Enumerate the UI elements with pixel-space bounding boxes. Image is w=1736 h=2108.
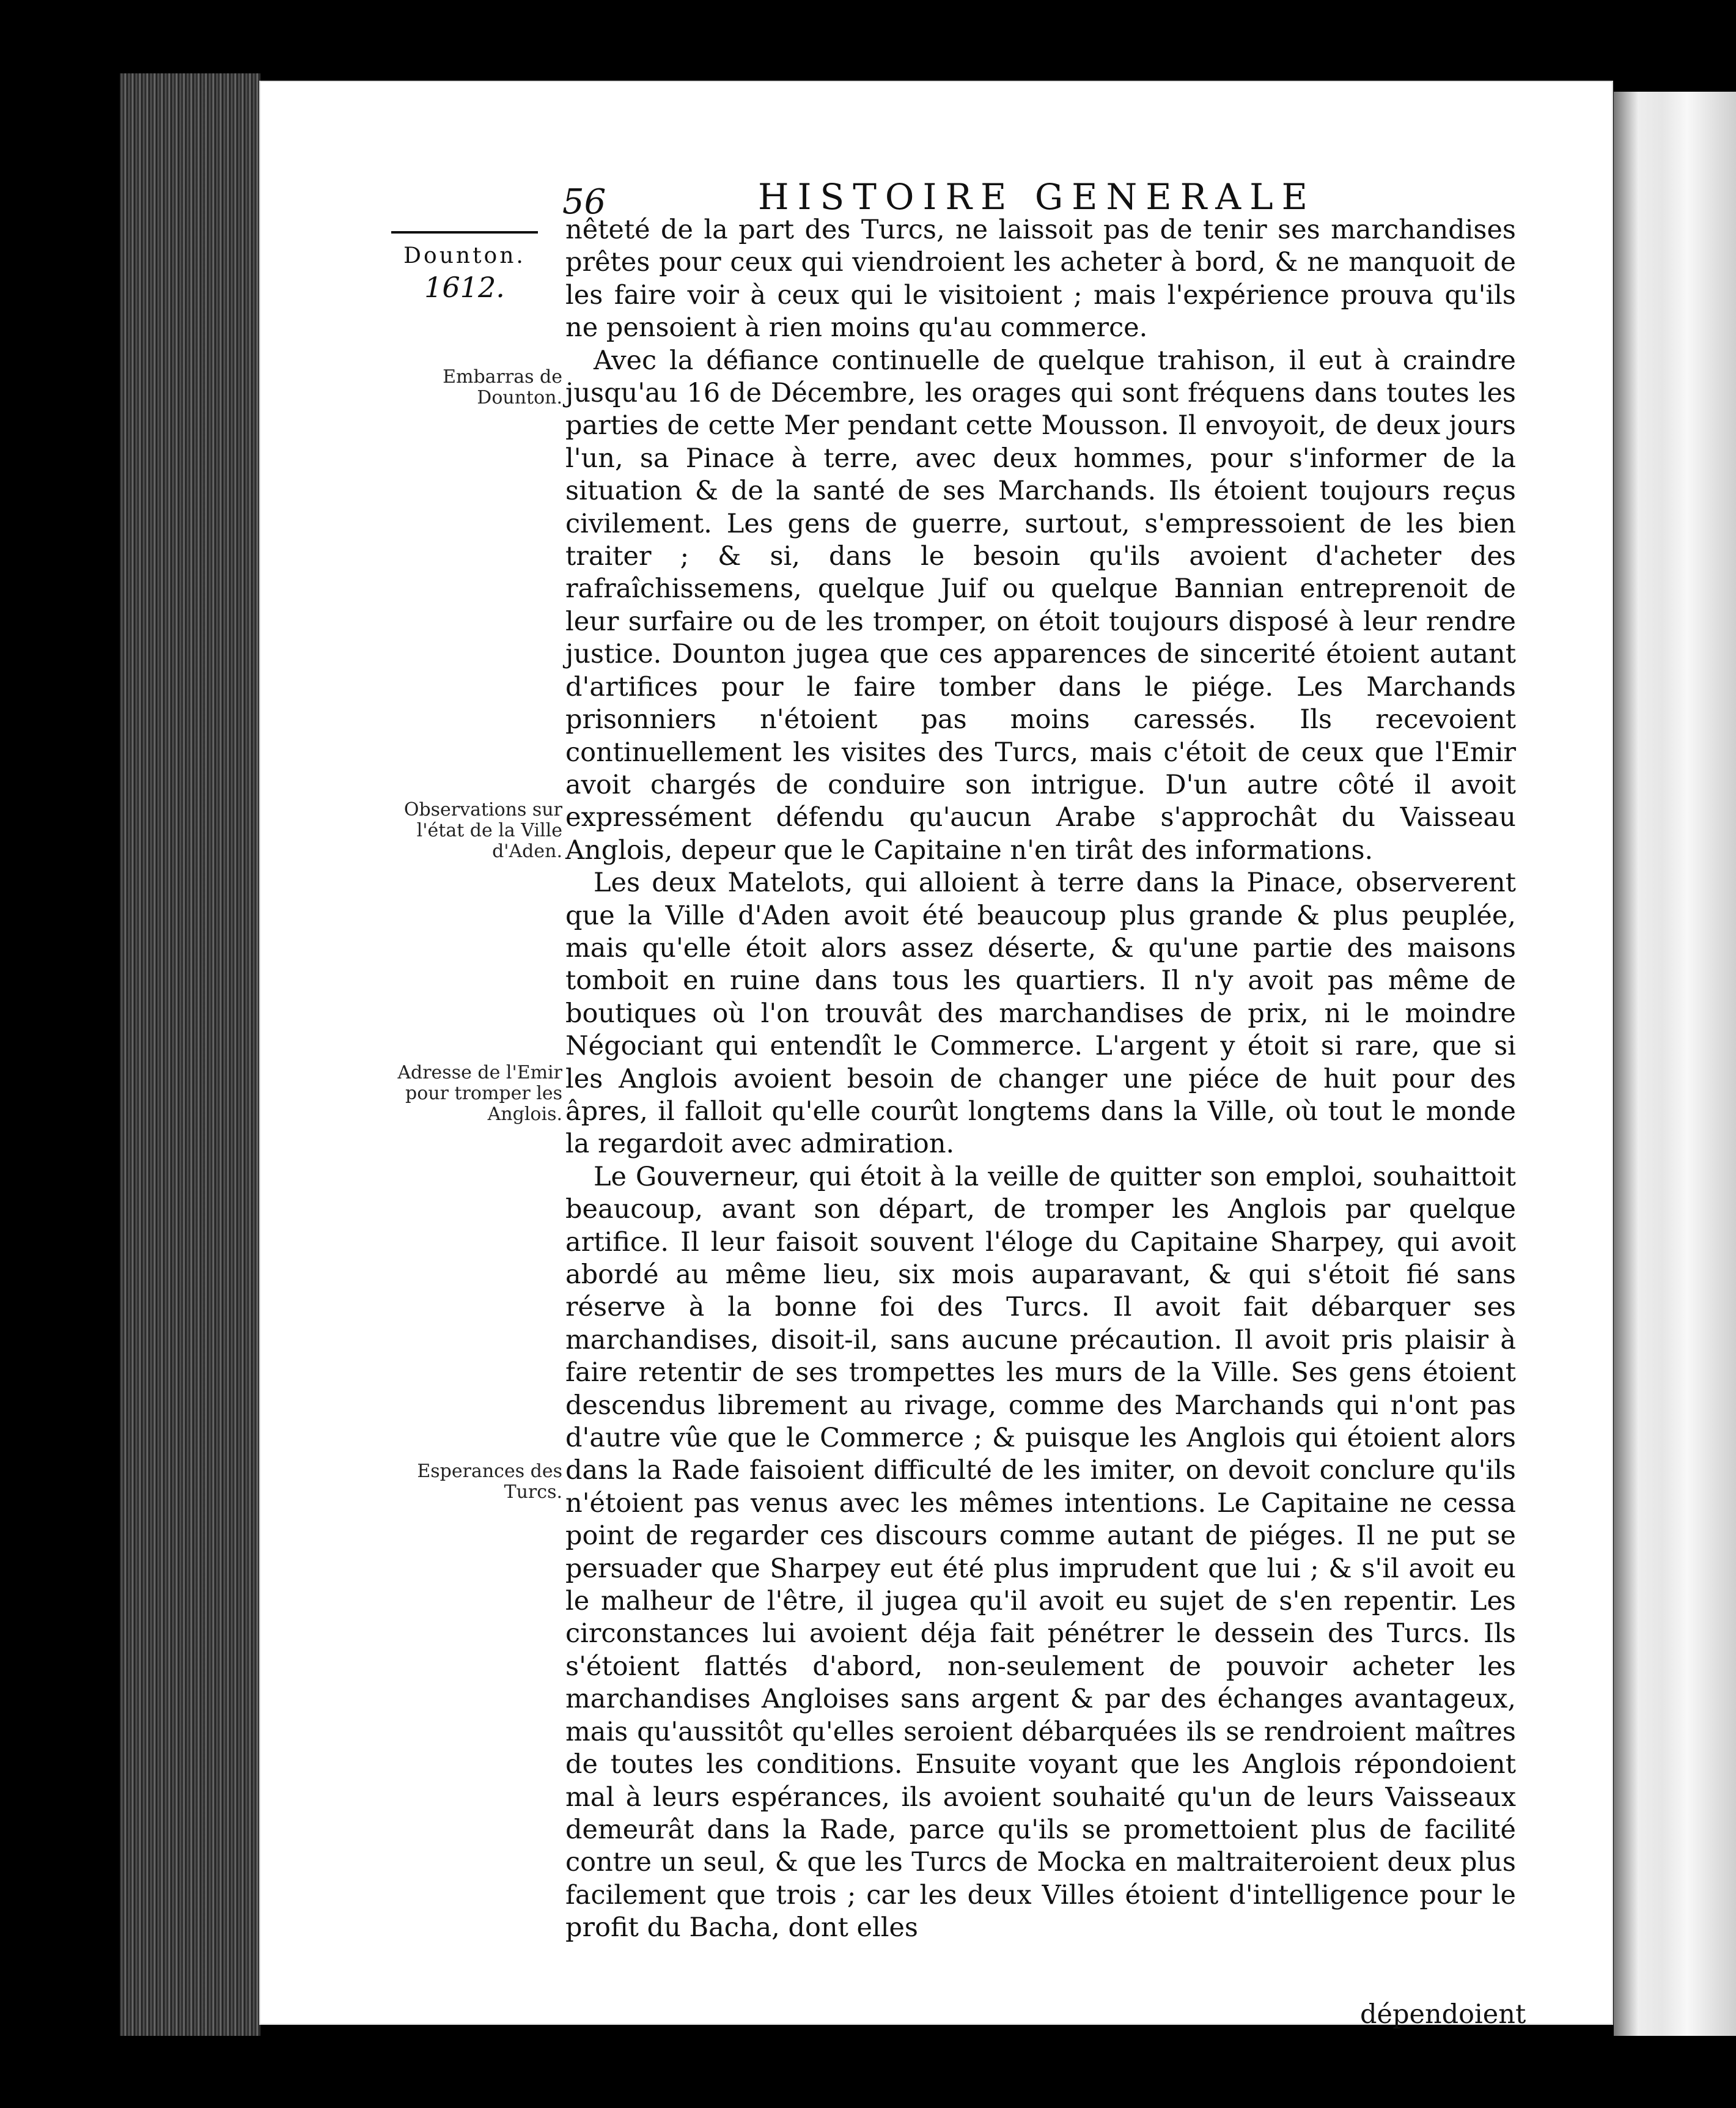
running-head-rule xyxy=(391,231,538,234)
paragraph: nêteté de la part des Turcs, ne laissoit pas de tenir ses marchandises prêtes pour ceux qui viendroient les acheter à bord, & ne manquoit de les faire voir à ceux qui le visitoient ; mais l'expérience prouva qu'ils ne pensoient à rien moins qu'au commerce. xyxy=(565,215,1516,344)
page-block-edge xyxy=(120,73,260,2036)
gutter-shadow xyxy=(1614,92,1638,2036)
paragraph: Avec la défiance continuelle de quelque trahison, il eut à craindre jusqu'au 16 de Décembre, les orages qui sont fréquens dans toutes les parties de cette Mer pendant cette Mousson. Il envoyoit, de deux jours l'un, sa Pinace à terre, avec deux hommes, pour s'informer de la situation & de la santé de ses Marchands. Ils étoient toujours reçus civilement. Les gens de guerre, surtout, s'empressoient de les bien traiter ; & si, dans le besoin qu'ils avoient d'acheter des rafraîchissemens, quelque Juif ou quelque Bannian entreprenoit de leur surfaire ou de les tromper, on étoit toujours disposé à leur rendre justice. Dounton jugea que ces apparences de sincerité étoient autant d'artifices pour le faire tomber dans le piége. Les Marchands prisonniers n'étoient pas moins caressés. Ils recevoient continuellement les visites des Turcs, mais c'étoit de ceux que l'Emir avoit chargés de conduire son intrigue. D'un autre côté il avoit expressément défendu qu'aucun Arabe s'approchât du Vaisseau Anglois, depeur que le Capitaine n'en tirât des informations. xyxy=(565,345,1516,866)
catchword: dépendoient xyxy=(1360,1999,1526,2030)
running-head-year: 1612. xyxy=(424,271,505,304)
page-number: 56 xyxy=(562,182,606,222)
margin-running-head xyxy=(391,231,538,304)
paragraph: Les deux Matelots, qui alloient à terre dans la Pinace, observerent que la Ville d'Aden avoit été beaucoup plus grande & plus peuplée, mais qu'elle étoit alors assez déserte, & qu'une partie des maisons tomboit en ruine dans tous les quartiers. Il n'y avoit pas même de boutiques où l'on trouvât des marchandises de prix, ni le moindre Négociant qui entendît le Commerce. L'argent y étoit si rare, que si les Anglois avoient besoin de changer une piéce de huit pour des âpres, il falloit qu'elle courût longtems dans la Ville, où tout le monde la regardoit avec admiration. xyxy=(565,868,1516,1160)
main-text xyxy=(565,214,1516,1945)
margin-note: Embarras de Dounton. xyxy=(443,366,562,408)
margin-note: Esperances des Turcs. xyxy=(417,1461,562,1503)
margin-note: Adresse de l'Emir pour tromper les Anglois. xyxy=(397,1062,562,1125)
running-title: HISTOIRE GENERALE xyxy=(758,176,1316,218)
running-head-name: Dounton. xyxy=(403,243,526,268)
margin-note: Observations sur l'état de la Ville d'Aden. xyxy=(403,799,562,862)
paragraph: Le Gouverneur, qui étoit à la veille de quitter son emploi, souhaittoit beaucoup, avant son départ, de tromper les Anglois par quelque artifice. Il leur faisoit souvent l'éloge du Capitaine Sharpey, qui avoit abordé au même lieu, six mois auparavant, & qui s'étoit fié sans réserve à la bonne foi des Turcs. Il avoit fait débarquer ses marchandises, disoit-il, sans aucune précaution. Il avoit pris plaisir à faire retentir de ses trompettes les murs de la Ville. Ses gens étoient descendus librement au rivage, comme des Marchands qui n'ont pas d'autre vûe que le Commerce ; & puisque les Anglois qui étoient alors dans la Rade faisoient difficulté de les imiter, on devoit conclure qu'ils n'étoient pas venus avec les mêmes intentions. Le Capitaine ne cessa point de regarder ces discours comme autant de piéges. Il ne put se persuader que Sharpey eut été plus imprudent que lui ; & s'il avoit eu le malheur de l'être, il jugea qu'il avoit eu sujet de s'en repentir. Les circonstances lui avoient déja fait pénétrer le dessein des Turcs. Ils s'étoient flattés d'abord, non-seulement de pouvoir acheter les marchandises Angloises sans argent & par des échanges avantageux, mais qu'aussitôt qu'elles seroient débarquées ils se rendroient maîtres de toutes les conditions. Ensuite voyant que les Anglois répondoient mal à leurs espérances, ils avoient souhaité qu'un de leurs Vaisseaux demeurât dans la Rade, parce qu'ils se promettoient plus de facilité contre un seul, & que les Turcs de Mocka en maltraiteroient deux plus facilement que trois ; car les deux Villes étoient d'intelligence pour le profit du Bacha, dont elles xyxy=(565,1161,1516,1944)
